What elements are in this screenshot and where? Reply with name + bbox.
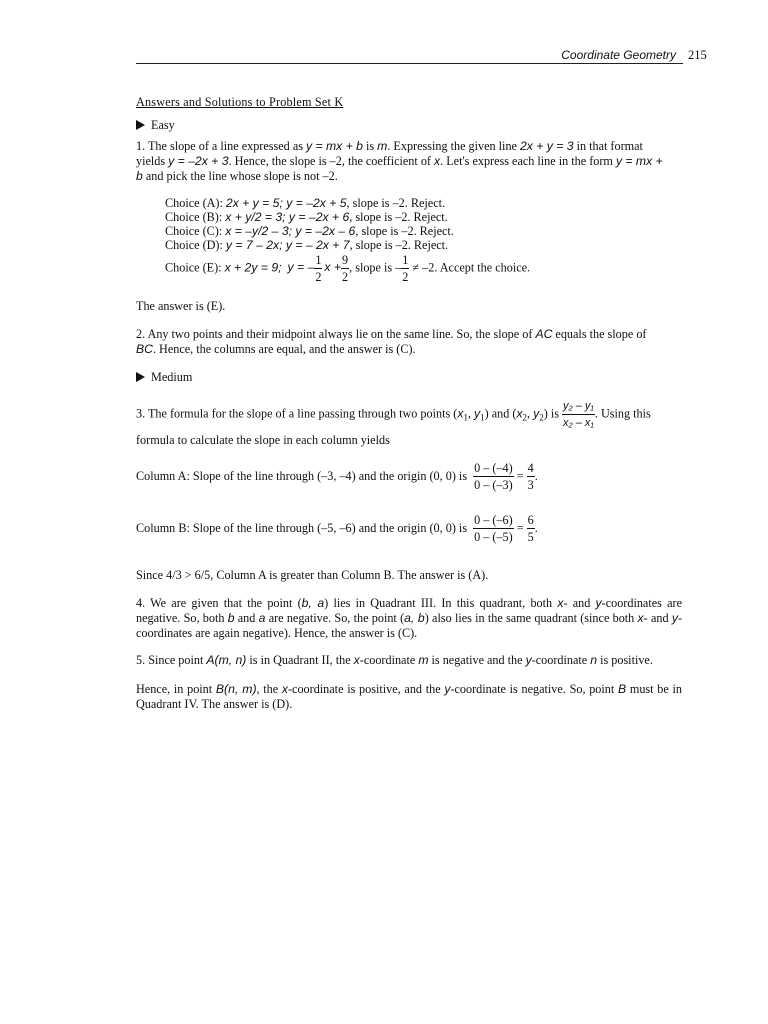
numerator: 1 [315, 253, 322, 267]
fraction [473, 461, 514, 492]
choice-eq: y = 7 – 2x; y = – 2x + 7 [225, 238, 350, 252]
header-rule [136, 63, 683, 64]
q5-text: Hence, in point [136, 682, 216, 696]
denominator: 2 [315, 270, 322, 284]
numerator: 0 – (–4) [474, 461, 513, 475]
q5-paragraph [136, 653, 682, 668]
numerator: y₂ – y₁ [563, 400, 594, 412]
q3-var: y [474, 406, 481, 421]
q2-text: 2. Any two points and their midpoint always lie on the same line. So, the slope of [136, 327, 536, 341]
fraction-bar [527, 476, 535, 477]
q4-text: 4. We are given that the point ( [136, 596, 302, 610]
fraction-bar [401, 268, 409, 269]
q3-text: ) and ( [484, 406, 517, 421]
choice-e [165, 253, 530, 284]
choice-eq: x + 2y = 9; [224, 260, 282, 275]
q4-text: -coordinates are again negative). Hence, the answer is (C). [136, 611, 682, 640]
q4-var: a [258, 611, 266, 625]
choice-rest: , slope is –2. Reject. [349, 238, 449, 252]
denominator: 0 – (–5) [474, 530, 513, 544]
q5-text: -coordinate [531, 653, 591, 667]
choice-rest: , slope is – [349, 260, 402, 275]
choice-label: Choice (B): [165, 210, 226, 224]
numerator: 9 [342, 253, 349, 267]
fraction-bar [341, 268, 349, 269]
denominator: x₂ – x₁ [563, 417, 594, 429]
q5-text: must be in Quadrant IV. The answer is (D). [136, 682, 682, 711]
q1-text: yields [136, 154, 169, 168]
q5-var: m [418, 653, 429, 667]
q2-text: equals the slope of [552, 327, 647, 341]
q2-var: AC [535, 327, 553, 341]
q5-var: n [590, 653, 598, 667]
q3-text: , [467, 406, 475, 421]
choice-b [165, 210, 448, 225]
fraction-bar [527, 528, 535, 529]
q1-eq: 2x + y = 3 [520, 139, 574, 153]
medium-label: Medium [151, 370, 193, 384]
q3-text: 3. The formula for the slope of a line passing through two points ( [136, 406, 458, 421]
fraction [314, 253, 322, 284]
q5-text: -coordinate is positive, and the [287, 682, 445, 696]
q1-eq: y = mx + [615, 154, 663, 168]
q5-var: x [353, 653, 360, 667]
q1-paragraph [136, 139, 682, 184]
q3-paragraph [136, 399, 682, 430]
q4-text: - and [563, 596, 596, 610]
numerator: 6 [527, 513, 534, 527]
q4-var: b, a [301, 596, 325, 610]
q1-text: and pick the line whose slope is not –2. [142, 169, 338, 183]
q3-var: y [533, 406, 540, 421]
q1-text: is [362, 139, 378, 153]
q3-sub: 1 [463, 412, 468, 423]
q3-sub: 2 [522, 412, 528, 423]
q3-text: . Using this [594, 406, 651, 421]
choice-rest: , slope is –2. Reject. [355, 224, 454, 238]
fraction-bar [314, 268, 322, 269]
equals-sign: = [516, 469, 524, 483]
choice-label: Choice (D): [165, 238, 226, 252]
q4-text: - and [643, 611, 672, 625]
q4-var: x [557, 596, 564, 610]
q1-text: in that format [573, 139, 643, 153]
arrow-bullet-icon [136, 372, 145, 382]
q1-eq: y = mx + b [306, 139, 363, 153]
choice-eq: y = – [287, 260, 315, 275]
q4-var: x [637, 611, 644, 625]
q5-var: x [281, 682, 288, 696]
q5-paragraph-2 [136, 682, 682, 712]
q5-var: B(n, m) [215, 682, 257, 696]
period: . [534, 469, 538, 483]
q5-text: -coordinate is negative. So, point [450, 682, 618, 696]
numerator: 1 [402, 253, 409, 267]
choice-rest: , slope is –2. Reject. [349, 210, 448, 224]
medium-heading [136, 370, 192, 385]
denominator: 2 [342, 270, 349, 284]
q3-sub: 2 [539, 412, 544, 423]
page-number: 215 [688, 48, 707, 62]
choice-a [165, 196, 445, 211]
q1-eq: y = –2x + 3 [168, 154, 229, 168]
numerator: 4 [527, 461, 534, 475]
q4-text: ) also lies in the same quadrant (since both [424, 611, 638, 625]
fraction [527, 461, 535, 492]
column-b-line [136, 513, 538, 544]
q5-text: 5. Since point [136, 653, 207, 667]
choice-eq: x = –y/2 – 3; y = –2x – 6 [225, 224, 356, 238]
q4-text: and [234, 611, 259, 625]
fraction-bar [473, 528, 514, 529]
q1-text: . Expressing the given line [387, 139, 520, 153]
column-b-text: Column B: Slope of the line through (–5, –6) and the origin (0, 0) is [136, 521, 468, 535]
choice-eq: 2x + y = 5; y = –2x + 5 [225, 196, 347, 210]
denominator: 5 [527, 530, 534, 544]
fraction [527, 513, 535, 544]
fraction-bar [562, 414, 595, 415]
q4-text: are negative. So, the point ( [265, 611, 405, 625]
q1-text: 1. The slope of a line expressed as [136, 139, 307, 153]
choice-d [165, 238, 448, 253]
choice-eq: x + [324, 260, 342, 275]
choice-label: Choice (C): [165, 224, 226, 238]
answer-1: The answer is (E). [136, 299, 226, 313]
choice-rest: , slope is –2. Reject. [346, 196, 446, 210]
q2-var: BC [136, 342, 153, 356]
q5-var: A(m, n) [206, 653, 247, 667]
q5-text: is in Quadrant II, the [246, 653, 354, 667]
denominator: 0 – (–3) [474, 478, 513, 492]
q1-var: x [434, 154, 441, 168]
denominator: 2 [402, 270, 409, 284]
choice-eq: x + y/2 = 3; y = –2x + 6 [225, 210, 350, 224]
q3-text-line2: formula to calculate the slope in each column yields [136, 433, 390, 447]
q3-var: x [457, 406, 464, 421]
q4-text: -coordinates are negative. So, both [136, 596, 682, 625]
fraction [401, 253, 409, 284]
column-a-text: Column A: Slope of the line through (–3, –4) and the origin (0, 0) is [136, 469, 468, 483]
q3-var: x [516, 406, 523, 421]
section-title: Answers and Solutions to Problem Set K [136, 95, 344, 109]
q4-var: b [227, 611, 235, 625]
q4-var: a, b [404, 611, 425, 625]
choice-c [165, 224, 454, 239]
answer-3: Since 4/3 > 6/5, Column A is greater than Column B. The answer is (A). [136, 568, 489, 582]
fraction [473, 513, 514, 544]
easy-heading [136, 118, 175, 133]
q4-var: y [671, 611, 678, 625]
denominator: 3 [527, 478, 534, 492]
q5-var: B [618, 682, 627, 696]
q5-text: is positive. [597, 653, 653, 667]
choice-label: Choice (A): [165, 196, 226, 210]
q3-text: , [527, 406, 534, 421]
q5-text: is negative and the [428, 653, 526, 667]
running-header-title: Coordinate Geometry [561, 48, 676, 62]
q2-paragraph [136, 327, 682, 357]
q5-var: y [525, 653, 532, 667]
q1-text: . Hence, the slope is –2, the coefficient of [228, 154, 435, 168]
q3-text: ) is [543, 406, 559, 421]
q5-text: -coordinate [359, 653, 419, 667]
period: . [534, 521, 538, 535]
choice-rest: ≠ –2. Accept the choice. [409, 260, 531, 275]
arrow-bullet-icon [136, 120, 145, 130]
equals-sign: = [516, 521, 524, 535]
numerator: 0 – (–6) [474, 513, 513, 527]
q1-text: . Let's express each line in the form [440, 154, 616, 168]
slope-formula-fraction [562, 399, 595, 430]
q5-text: , the [256, 682, 282, 696]
choice-label: Choice (E): [165, 260, 225, 275]
q4-paragraph [136, 596, 682, 641]
q1-var: b [136, 169, 143, 183]
q2-text: . Hence, the columns are equal, and the answer is (C). [152, 342, 416, 356]
fraction [341, 253, 349, 284]
q5-var: y [444, 682, 451, 696]
q3-sub: 1 [480, 412, 485, 423]
q1-var: m [377, 139, 388, 153]
q4-text: ) lies in Quadrant III. In this quadrant, both [324, 596, 558, 610]
fraction-bar [473, 476, 514, 477]
q4-var: y [595, 596, 602, 610]
column-a-line [136, 461, 538, 492]
easy-label: Easy [151, 118, 175, 132]
